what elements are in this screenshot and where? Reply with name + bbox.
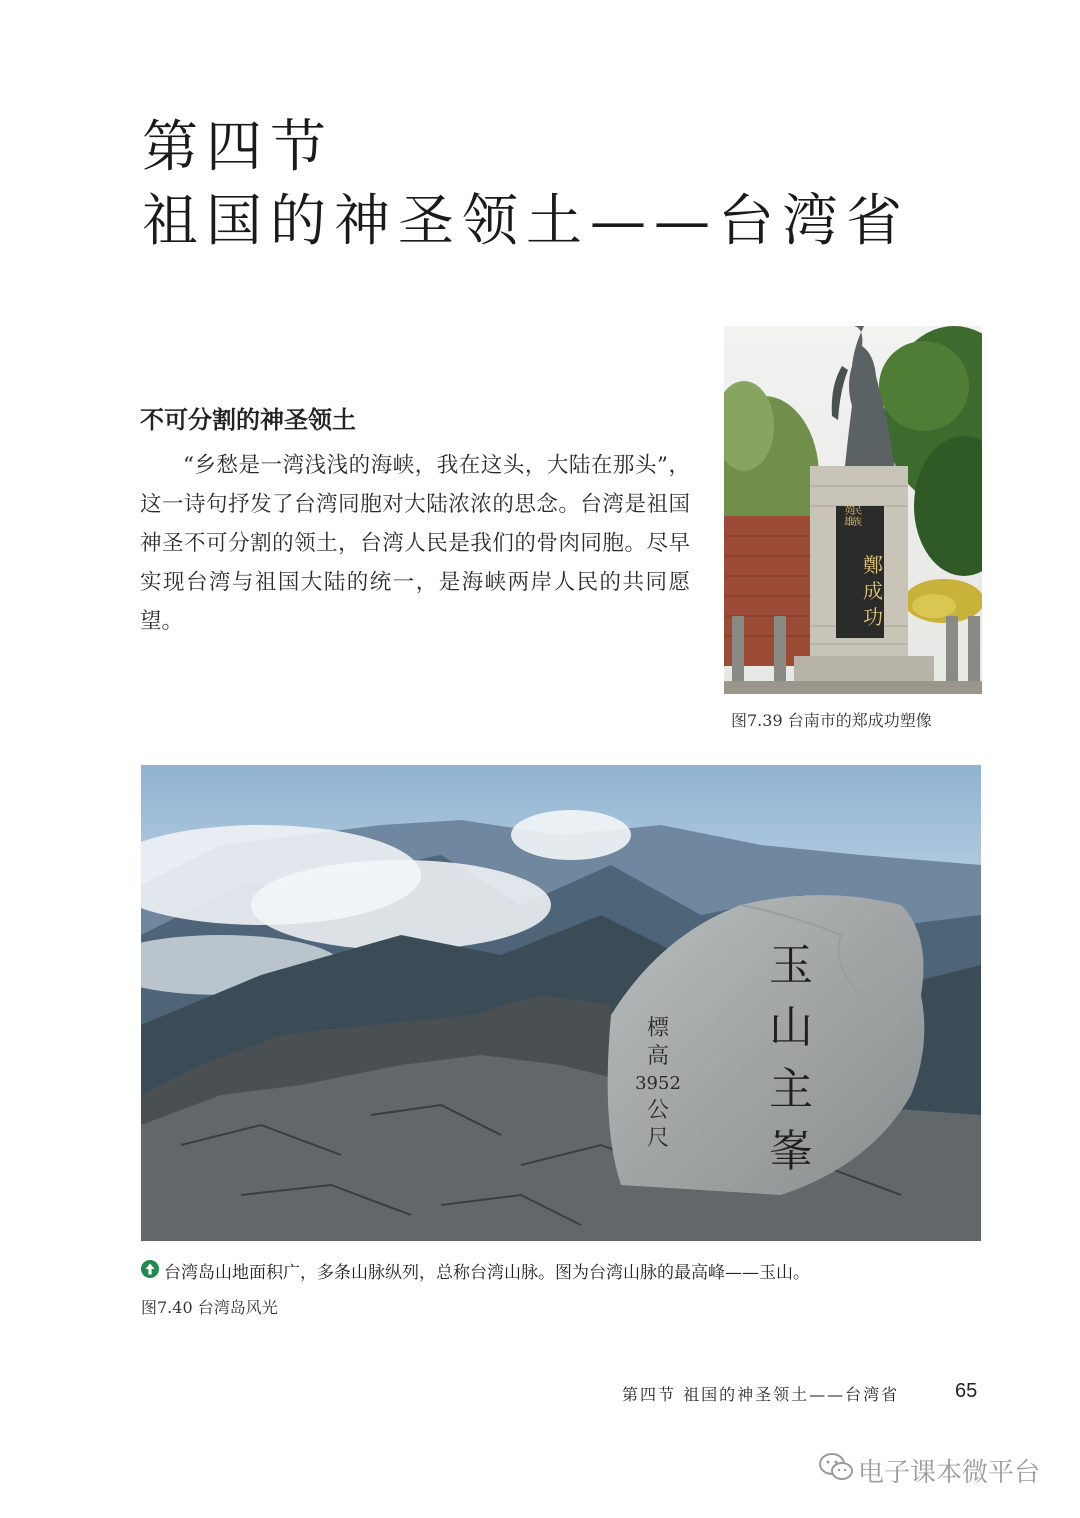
section-heading: 不可分割的神圣领土 bbox=[140, 406, 356, 434]
rock-elevation-inscription bbox=[623, 1015, 693, 1153]
section-number-title: 第四节 bbox=[142, 115, 334, 180]
rock-char: 公 bbox=[646, 1098, 669, 1123]
page-title: 祖国的神圣领土——台湾省 bbox=[142, 189, 910, 254]
statue-photo bbox=[724, 326, 982, 694]
rock-char: 標 bbox=[646, 1016, 669, 1041]
body-paragraph: “乡愁是一湾浅浅的海峡，我在这头，大陆在那头”，这一诗句抒发了台湾同胞对大陆浓浓的思念。台湾是祖国神圣不可分割的领土，台湾人民是我们的骨肉同胞。尽早实现台湾与祖国大陆的统一，是海峡两岸人民的共同愿望。 bbox=[140, 453, 690, 634]
watermark-text: 电子课本微平台 bbox=[858, 1458, 1041, 1488]
rock-number: 3952 bbox=[635, 1073, 681, 1094]
plaque-subtitle-right: 英雄 bbox=[844, 506, 854, 528]
figure-7-40-caption: 图7.40 台湾岛风光 bbox=[141, 1298, 278, 1317]
rock-char: 高 bbox=[646, 1044, 669, 1069]
page-number: 65 bbox=[955, 1380, 978, 1402]
running-footer: 第四节 祖国的神圣领土——台湾省 bbox=[622, 1385, 900, 1404]
figure-7-40-note: 台湾岛山地面积广，多条山脉纵列，总称台湾山脉。图为台湾山脉的最高峰——玉山。 bbox=[164, 1263, 810, 1283]
wechat-icon bbox=[818, 1452, 854, 1482]
up-arrow-circle-icon bbox=[141, 1260, 159, 1278]
yushan-photo bbox=[141, 765, 981, 1241]
plaque-subtitle-left: 民族 bbox=[852, 506, 862, 528]
figure-7-39-caption: 图7.39 台南市的郑成功塑像 bbox=[731, 711, 932, 730]
rock-peak-inscription: 玉山主峯 bbox=[769, 940, 813, 1177]
rock-char: 尺 bbox=[646, 1126, 669, 1151]
plaque-name: 鄭成功 bbox=[863, 553, 883, 629]
